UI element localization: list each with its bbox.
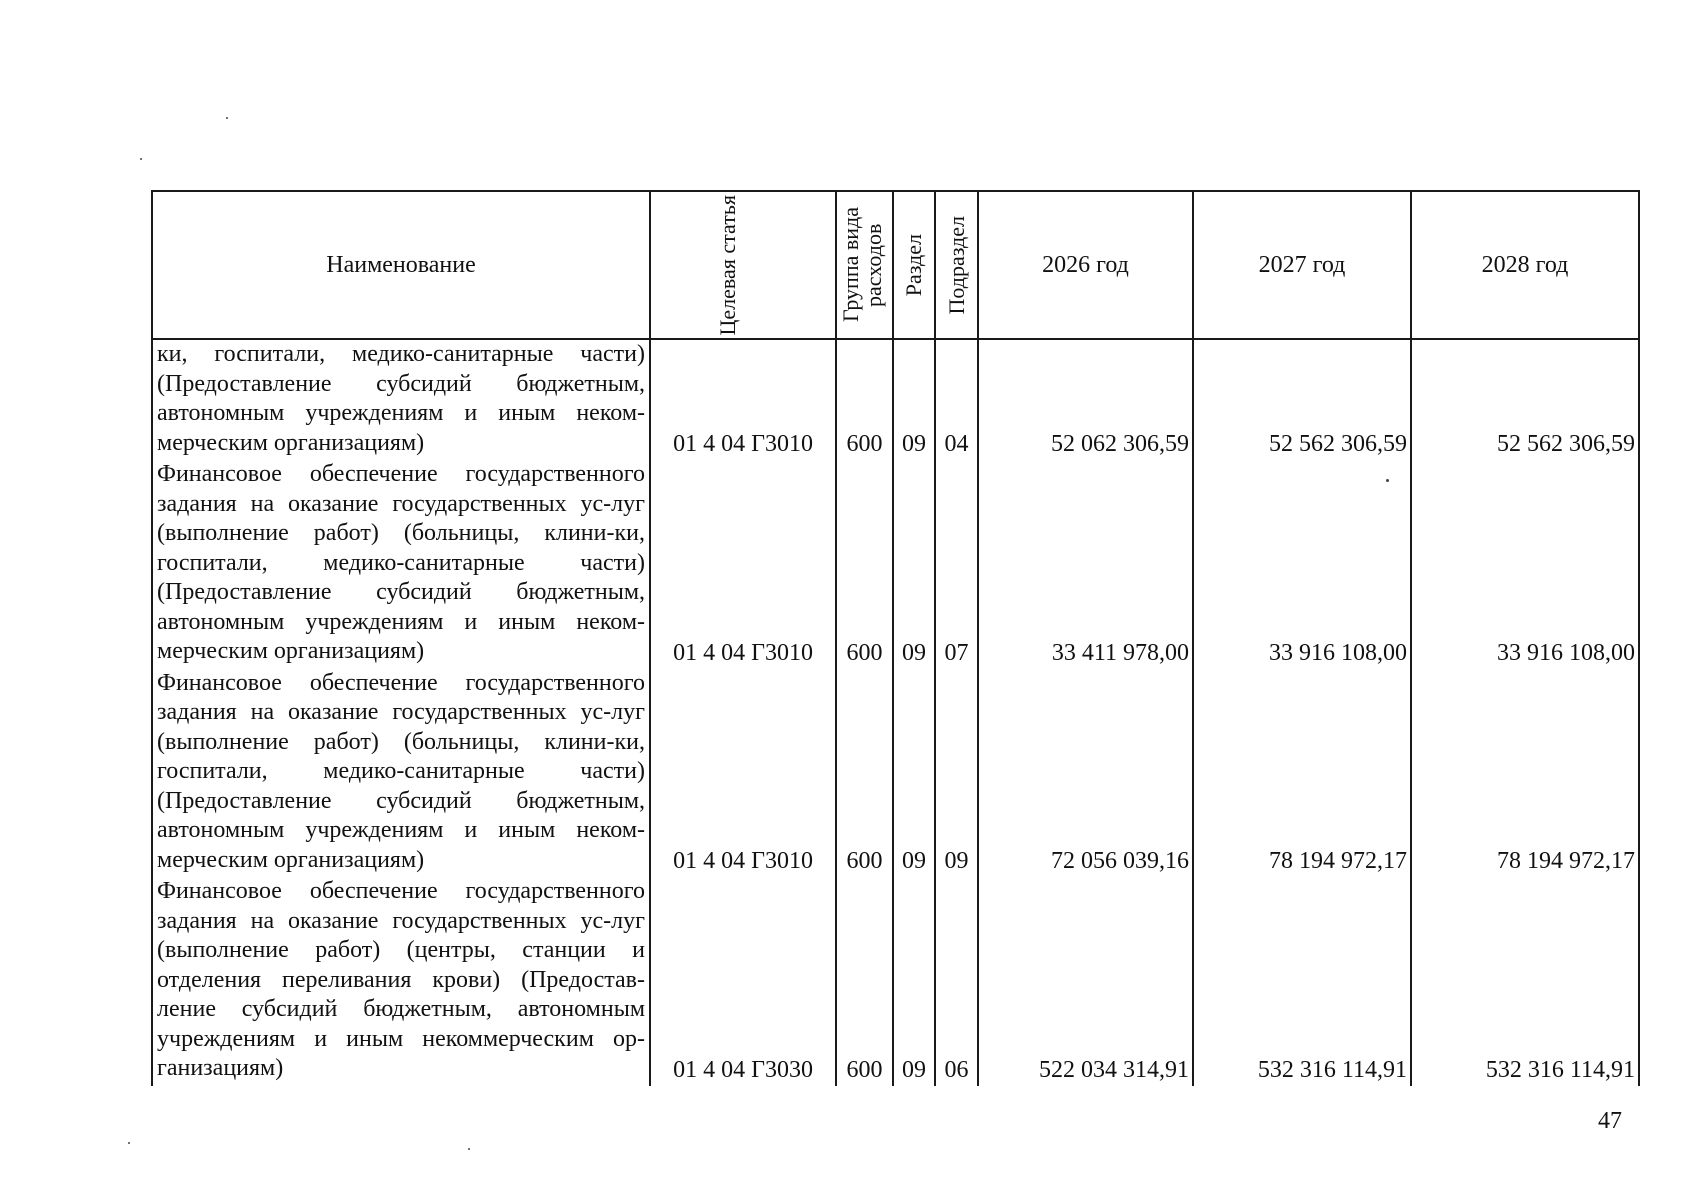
header-2027: 2027 год [1193, 191, 1411, 339]
page-number: 47 [1598, 1108, 1622, 1134]
row-amount-2026: 52 062 306,59 [978, 339, 1193, 460]
row-target-article: 01 4 04 Г3010 [650, 460, 836, 669]
row-target-article: 01 4 04 Г3030 [650, 877, 836, 1086]
row-expense-group: 600 [836, 339, 893, 460]
header-2026: 2026 год [978, 191, 1193, 339]
row-subsection: 07 [935, 460, 978, 669]
header-section: Раздел [893, 191, 935, 339]
row-amount-2027: 78 194 972,17 [1193, 669, 1411, 878]
table-row [152, 339, 1639, 460]
row-section: 09 [893, 339, 935, 460]
row-amount-2026: 522 034 314,91 [978, 877, 1193, 1086]
row-name: Финансовое обеспечение государственного задания на оказание государственных ус-луг (выполнение работ) (больницы, клини-ки, госпитали, медико-санитарные части) (Предоставление субсидий бюджетным, автономным учреждениям и иным неком-мерческим организациям) [152, 460, 650, 669]
budget-table [151, 190, 1640, 1086]
row-name: Финансовое обеспечение государственного задания на оказание государственных ус-луг (выполнение работ) (центры, станции и отделения переливания крови) (Предостав-ление субсидий бюджетным, автономным учреждениям и иным некоммерческим ор-ганизациям) [152, 877, 650, 1086]
row-expense-group: 600 [836, 877, 893, 1086]
table-row [152, 460, 1639, 669]
row-section: 09 [893, 669, 935, 878]
scan-speck [226, 117, 228, 119]
header-name: Наименование [152, 191, 650, 339]
row-subsection: 04 [935, 339, 978, 460]
row-amount-2028: 78 194 972,17 [1411, 669, 1639, 878]
row-amount-2028: 33 916 108,00 [1411, 460, 1639, 669]
scan-speck [1386, 479, 1389, 482]
row-expense-group: 600 [836, 669, 893, 878]
table-row [152, 669, 1639, 878]
scan-speck [140, 158, 142, 160]
header-expense-group: Группа вида расходов [836, 191, 893, 339]
header-target-article: Целевая статья [650, 191, 836, 339]
row-amount-2028: 532 316 114,91 [1411, 877, 1639, 1086]
row-amount-2027: 52 562 306,59 [1193, 339, 1411, 460]
table-header-row [152, 191, 1639, 339]
row-section: 09 [893, 877, 935, 1086]
scan-speck [128, 1142, 130, 1144]
row-amount-2027: 532 316 114,91 [1193, 877, 1411, 1086]
row-name: Финансовое обеспечение государственного задания на оказание государственных ус-луг (выполнение работ) (больницы, клини-ки, госпитали, медико-санитарные части) (Предоставление субсидий бюджетным, автономным учреждениям и иным неком-мерческим организациям) [152, 669, 650, 878]
row-section: 09 [893, 460, 935, 669]
row-amount-2028: 52 562 306,59 [1411, 339, 1639, 460]
scan-speck [468, 1148, 470, 1150]
row-subsection: 09 [935, 669, 978, 878]
header-2028: 2028 год [1411, 191, 1639, 339]
row-target-article: 01 4 04 Г3010 [650, 339, 836, 460]
row-amount-2027: 33 916 108,00 [1193, 460, 1411, 669]
row-amount-2026: 33 411 978,00 [978, 460, 1193, 669]
table-row [152, 877, 1639, 1086]
row-subsection: 06 [935, 877, 978, 1086]
row-name: ки, госпитали, медико-санитарные части) (Предоставление субсидий бюджетным, автономным учреждениям и иным неком-мерческим организациям) [152, 339, 650, 460]
header-subsection: Подраздел [935, 191, 978, 339]
row-amount-2026: 72 056 039,16 [978, 669, 1193, 878]
row-target-article: 01 4 04 Г3010 [650, 669, 836, 878]
row-expense-group: 600 [836, 460, 893, 669]
